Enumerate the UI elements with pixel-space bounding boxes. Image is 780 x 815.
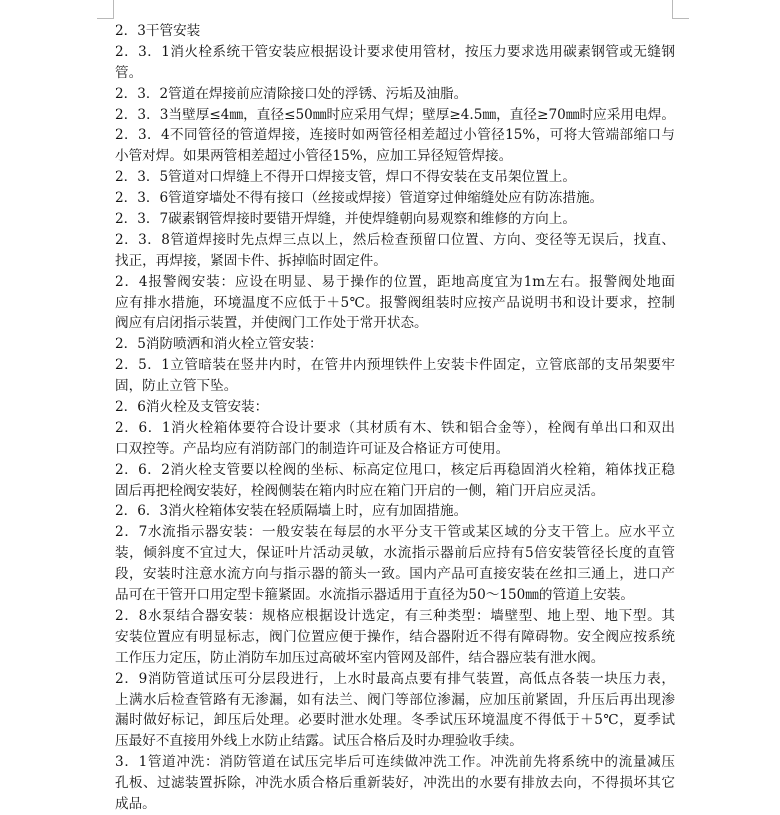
text-line: 孔板、过滤装置拆除，冲洗水质合格后重新装好，冲洗出的水要有排放去向，不得损坏其它	[115, 775, 675, 792]
section-heading: 2．6消火栓及支管安装：	[115, 399, 269, 416]
text-line: 2．3．1消火栓系统干管安装应根据设计要求使用管材，按压力要求选用碳素钢管或无缝钢	[115, 43, 675, 60]
text-line: 安装位置应有明显标志，阀门位置应便于操作，结合器附近不得有障碍物。安全阀应按系统	[115, 628, 675, 645]
text-line: 2．3．2管道在焊接前应清除接口处的浮锈、污垢及油脂。	[115, 85, 468, 102]
crop-mark-top-right	[672, 0, 689, 19]
text-line: 品可在干管开口用定型卡箍紧固。水流指示器适用于直径为50～150㎜的管道上安装。	[115, 587, 635, 604]
text-line: 2．3．6管道穿墙处不得有接口（丝接或焊接）管道穿过伸缩缝处应有防冻措施。	[115, 190, 604, 207]
text-line: 2．5．1立管暗装在竖井内时，在管井内预埋铁件上安装卡件固定，立管底部的支吊架要牢	[115, 357, 675, 374]
text-line: 2．3．3当壁厚≤4㎜，直径≤50㎜时应采用气焊；壁厚≥4.5㎜，直径≥70㎜时应采用电焊。	[115, 106, 675, 123]
text-line: 管。	[115, 64, 143, 81]
text-line: 2．3．4不同管径的管道焊接，连接时如两管径相差超过小管径15%，可将大管端部缩口与	[115, 127, 675, 144]
text-line: 2．3．7碳素钢管焊接时要错开焊缝，并使焊缝朝向易观察和维修的方向上。	[115, 211, 576, 228]
text-line: 2．6．3消火栓箱体安装在轻质隔墙上时，应有加固措施。	[115, 503, 468, 520]
text-line: 固后再把栓阀安装好，栓阀侧装在箱内时应在箱门开启的一侧，箱门开启应灵活。	[115, 482, 605, 499]
text-line: 装，倾斜度不宜过大，保证叶片活动灵敏，水流指示器前后应持有5倍安装管径长度的直管	[115, 545, 675, 562]
text-line: 2．3．8管道焊接时先点焊三点以上，然后检查预留口位置、方向、变径等无误后，找直、	[115, 231, 675, 248]
text-line: 上满水后检查管路有无渗漏，如有法兰、阀门等部位渗漏，应加压前紧固，升压后再出现渗	[115, 691, 675, 708]
text-line: 口双控等。产品均应有消防部门的制造许可证及合格证方可使用。	[115, 440, 510, 457]
section-heading: 2．8水泵结合器安装：规格应根据设计选定，有三种类型：墙壁型、地上型、地下型。其	[115, 607, 675, 624]
text-line: 2．6．1消火栓箱体要符合设计要求（其材质有木、铁和铝合金等），栓阀有单出口和双出	[115, 419, 675, 436]
text-line: 工作压力定压，防止消防车加压过高破坏室内管网及部件，结合器应装有泄水阀。	[115, 649, 605, 666]
section-heading: 2．9消防管道试压可分层段进行，上水时最高点要有排气装置，高低点各装一块压力表，	[115, 670, 675, 687]
text-line: 压最好不直接用外线上水防止结露。试压合格后及时办理验收手续。	[115, 733, 523, 750]
section-heading: 2．3干管安装	[115, 23, 201, 39]
text-line: 找正，再焊接，紧固卡件、拆掉临时固定件。	[115, 252, 387, 269]
text-line: 成品。	[115, 795, 156, 812]
text-line: 2．3．5管道对口焊缝上不得开口焊接支管，焊口不得安装在支吊架位置上。	[115, 169, 576, 186]
section-heading: 2．5消防喷洒和消火栓立管安装：	[115, 336, 323, 353]
section-heading: 3．1管道冲洗：消防管道在试压完毕后可连续做冲洗工作。冲洗前先将系统中的流量减压	[115, 754, 675, 771]
crop-mark-top-left	[97, 0, 114, 19]
text-line: 小管对焊。如果两管相差超过小管径15%，应加工异径短管焊接。	[115, 148, 513, 165]
text-line: 固，防止立管下坠。	[115, 378, 238, 395]
text-line: 2．6．2消火栓支管要以栓阀的坐标、标高定位甩口，核定后再稳固消火栓箱，箱体找正稳	[115, 461, 675, 478]
section-heading: 2．7水流指示器安装：一般安装在每层的水平分支干管或某区域的分支干管上。应水平立	[115, 524, 675, 541]
text-line: 漏时做好标记，卸压后处理。必要时泄水处理。冬季试压环境温度不得低于＋5℃，夏季试	[115, 712, 675, 729]
text-line: 段，安装时注意水流方向与指示器的箭头一致。国内产品可直接安装在丝扣三通上，进口产	[115, 566, 675, 583]
text-line: 阀应有启闭指示装置，并使阀门工作处于常开状态。	[115, 315, 428, 332]
document-body	[115, 21, 675, 815]
text-line: 应有排水措施，环境温度不应低于＋5℃。报警阀组装时应按产品说明书和设计要求，控制	[115, 294, 675, 311]
section-heading: 2．4报警阀安装：应设在明显、易于操作的位置，距地高度宜为1m左右。报警阀处地面	[115, 273, 675, 290]
